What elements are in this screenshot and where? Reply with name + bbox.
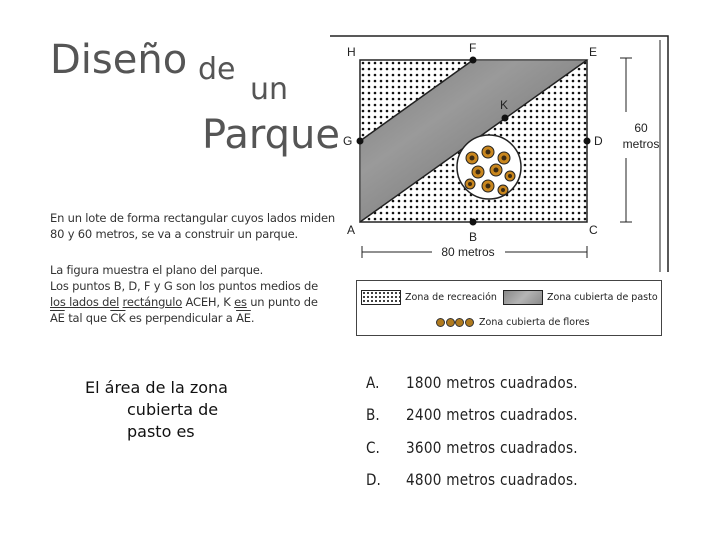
- legend-flowers: [435, 315, 590, 330]
- problem-paragraph-2: [50, 262, 342, 326]
- problem-paragraph-1: En un lote de forma rectangular cuyos lados miden 80 y 60 metros, se va a construir un parque.: [50, 211, 335, 241]
- option-text: 3600 metros cuadrados.: [406, 437, 578, 457]
- label-d: D: [594, 134, 603, 148]
- text-segment: los lados del: [50, 295, 120, 309]
- title-word-parque: Parque: [202, 112, 340, 158]
- width-label: 80 metros: [441, 245, 495, 259]
- paragraph-line: [50, 294, 342, 310]
- title-word-un: un: [250, 72, 289, 107]
- option-letter: D.: [366, 470, 381, 490]
- height-dimension: [620, 58, 659, 222]
- label-f: F: [469, 41, 477, 55]
- legend-grass-label: Zona cubierta de pasto: [547, 292, 658, 303]
- answer-option-b[interactable]: [366, 399, 608, 432]
- option-letter: B.: [366, 405, 380, 425]
- label-k: K: [500, 98, 509, 112]
- segment-ae: $\overline{AE}$: [50, 311, 65, 325]
- title-word-diseno: Diseño: [50, 37, 188, 83]
- point-f: [470, 57, 477, 64]
- option-letter: A.: [366, 372, 380, 392]
- point-g: [357, 138, 364, 145]
- paragraph-line: La figura muestra el plano del parque.: [50, 263, 264, 277]
- option-text: 2400 metros cuadrados.: [406, 405, 578, 425]
- option-text: 1800 metros cuadrados.: [406, 372, 578, 392]
- point-d: [584, 138, 591, 145]
- answer-option-d[interactable]: [366, 464, 608, 497]
- flower-zone: [457, 135, 521, 199]
- legend-recreation: [361, 290, 497, 305]
- question-line: El área de la zona: [85, 378, 228, 397]
- grass-pattern-icon: [503, 290, 543, 305]
- label-h: H: [347, 45, 356, 59]
- question-text: [85, 377, 285, 443]
- answer-option-c[interactable]: [366, 431, 608, 464]
- answer-options: [366, 366, 608, 496]
- paragraph-line: Los puntos B, D, F y G son los puntos medios de: [50, 279, 318, 293]
- text-segment: es: [234, 295, 247, 309]
- segment-ae: $\overline{AE}$: [236, 311, 251, 325]
- segment-ck: $\overline{CK}$: [110, 311, 126, 325]
- label-e: E: [589, 45, 598, 59]
- text-segment: tal que: [64, 311, 111, 325]
- legend-flowers-label: Zona cubierta de flores: [479, 317, 590, 328]
- flowers-icon: [435, 315, 475, 330]
- dots-pattern-icon: [361, 290, 401, 305]
- question-line: cubierta de: [127, 400, 219, 419]
- text-segment: un punto de: [246, 295, 318, 309]
- label-c: C: [589, 223, 598, 237]
- text-segment: ACEH, K: [182, 295, 231, 309]
- text-segment: rectángulo: [122, 295, 183, 309]
- option-letter: C.: [366, 437, 380, 457]
- height-value: 60: [634, 121, 648, 135]
- question-line: pasto es: [127, 422, 195, 441]
- park-diagram: [330, 30, 675, 275]
- text-segment: es perpendicular a: [125, 311, 237, 325]
- height-unit: metros: [622, 137, 660, 151]
- text-segment: .: [250, 311, 255, 325]
- point-b: [470, 219, 477, 226]
- legend-grass: [503, 290, 658, 305]
- label-g: G: [343, 134, 353, 148]
- option-text: 4800 metros cuadrados.: [406, 470, 578, 490]
- legend: [356, 280, 662, 336]
- answer-option-a[interactable]: [366, 366, 608, 399]
- point-k: [502, 115, 509, 122]
- width-dimension: [362, 245, 587, 259]
- label-a: A: [347, 223, 356, 237]
- title-word-de: de: [198, 52, 236, 87]
- legend-recreation-label: Zona de recreación: [405, 292, 497, 303]
- label-b: B: [469, 230, 478, 244]
- paragraph-line: [50, 310, 342, 326]
